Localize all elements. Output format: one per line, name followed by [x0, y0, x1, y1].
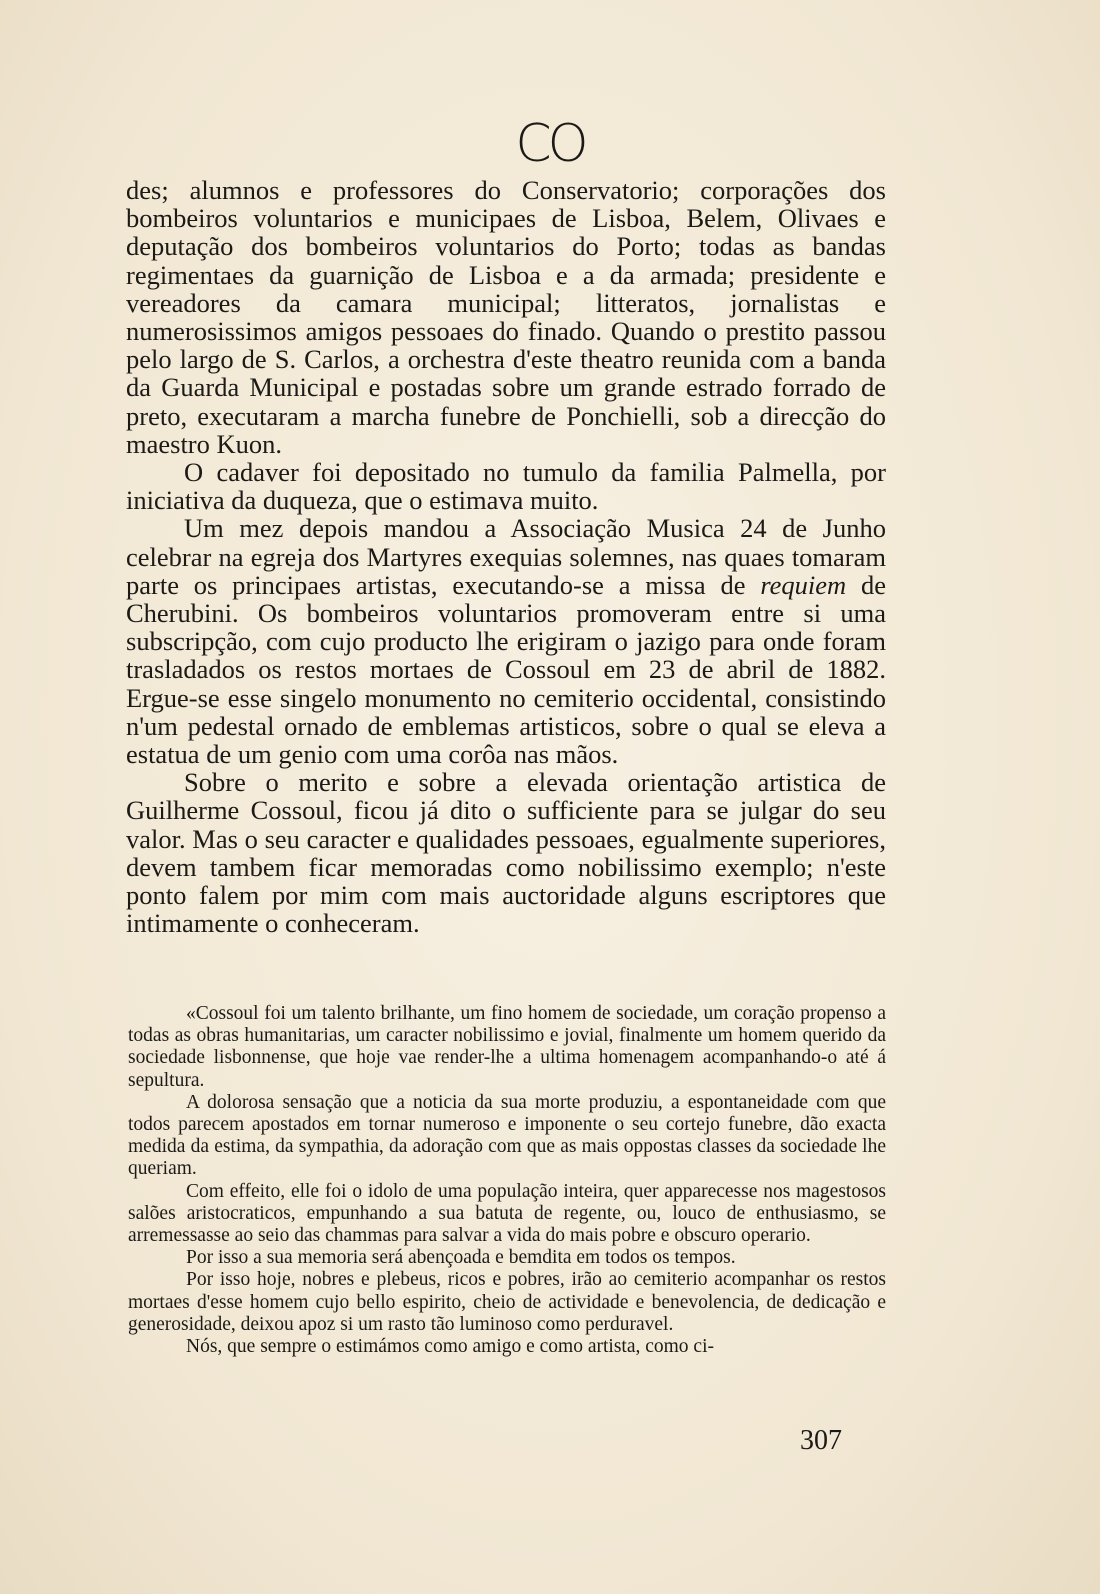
quote-paragraph-5: Por isso hoje, nobres e plebeus, ricos e pobres, irão ao cemiterio acompanhar os restos mortaes d'esse homem cujo bello espirito, cheio de actividade e benevolencia, de dedicação e generosidade, deixou apoz si um rasto tão luminoso como perduravel. — [128, 1269, 886, 1335]
quote-paragraph-3: Com effeito, elle foi o idolo de uma população inteira, quer apparecesse nos magestosos salões aristocraticos, empunhando a sua batuta de regente, ou, louco de enthusiasmo, se arremessasse ao seio das chammas para salvar a vida do mais pobre e obscuro operario. — [128, 1180, 886, 1247]
quote-paragraph-2: A dolorosa sensação que a noticia da sua morte produziu, a espontaneidade com que todos parecem apostados em tornar numeroso e imponente o seu cortejo funebre, dão exacta medida da estima, da sympathia, da adoração com que as mais oppostas classes da sociedade lhe queriam. — [128, 1091, 886, 1180]
page-number: 307 — [800, 1425, 842, 1456]
paragraph-funeral-procession: des; alumnos e professores do Conservatorio; corporações dos bombeiros voluntarios e municipaes de Lisboa, Belem, Olivaes e deputação dos bombeiros voluntarios do Porto; todas as bandas regimentaes da guarnição de Lisboa e a da armada; presidente e vereadores da camara municipal; litteratos, jornalistas e numerosissimos amigos pessoaes do finado. Quando o prestito passou pelo largo de S. Carlos, a orchestra d'este theatro reunida com a banda da Guarda Municipal e postadas sobre um grande estrado forrado de preto, executaram a marcha funebre de Ponchielli, sob a direcção do maestro Kuon. — [126, 175, 886, 459]
paragraph-monument — [126, 514, 886, 768]
paragraph-character: Sobre o merito e sobre a elevada orientação artistica de Guilherme Cossoul, ficou já dito o sufficiente para se julgar do seu valor. Mas o seu caracter e qualidades pessoaes, egualmente superiores, devem tambem ficar memoradas como nobilissimo exemplo; n'este ponto falem por mim com mais auctoridade alguns escriptores que intimamente o conheceram. — [126, 767, 886, 939]
main-text — [126, 176, 886, 937]
paragraph-burial: O cadaver foi depositado no tumulo da familia Palmella, por iniciativa da duqueza, que o estimava muito. — [126, 457, 886, 516]
quote-paragraph-1: «Cossoul foi um talento brilhante, um fino homem de sociedade, um coração propenso a todas as obras humanitarias, um caracter nobilissimo e jovial, finalmente um homem querido da sociedade lisbonnense, que hoje vae render-lhe a ultima homenagem acompanhando-o até á sepultura. — [128, 1003, 886, 1091]
monument-text-start: Um mez depois mandou a Associação Musica 24 de Junho celebrar na egreja dos Martyres exequias solemnes, nas quaes tomaram parte os principaes artistas, executando-se a missa de — [126, 513, 886, 600]
italic-requiem: requiem — [760, 569, 847, 600]
quote-paragraph-4: Por isso a sua memoria será abençoada e bemdita em todos os tempos. — [186, 1247, 736, 1269]
quoted-passage — [128, 1003, 886, 1358]
header-ornament: CO — [515, 114, 585, 174]
monument-text-end: de Cherubini. Os bombeiros voluntarios promoveram entre si uma subscripção, com cujo producto lhe erigiram o jazigo para onde foram trasladados os restos mortaes de Cossoul em 23 de abril de 1882. Ergue-se esse singelo monumento no cemiterio occidental, consistindo n'um pedestal ornado de emblemas artisticos, sobre o qual se eleva a estatua de um genio com uma corôa nas mãos. — [126, 569, 886, 770]
quote-paragraph-6: Nós, que sempre o estimámos como amigo e como artista, como ci- — [186, 1336, 714, 1358]
